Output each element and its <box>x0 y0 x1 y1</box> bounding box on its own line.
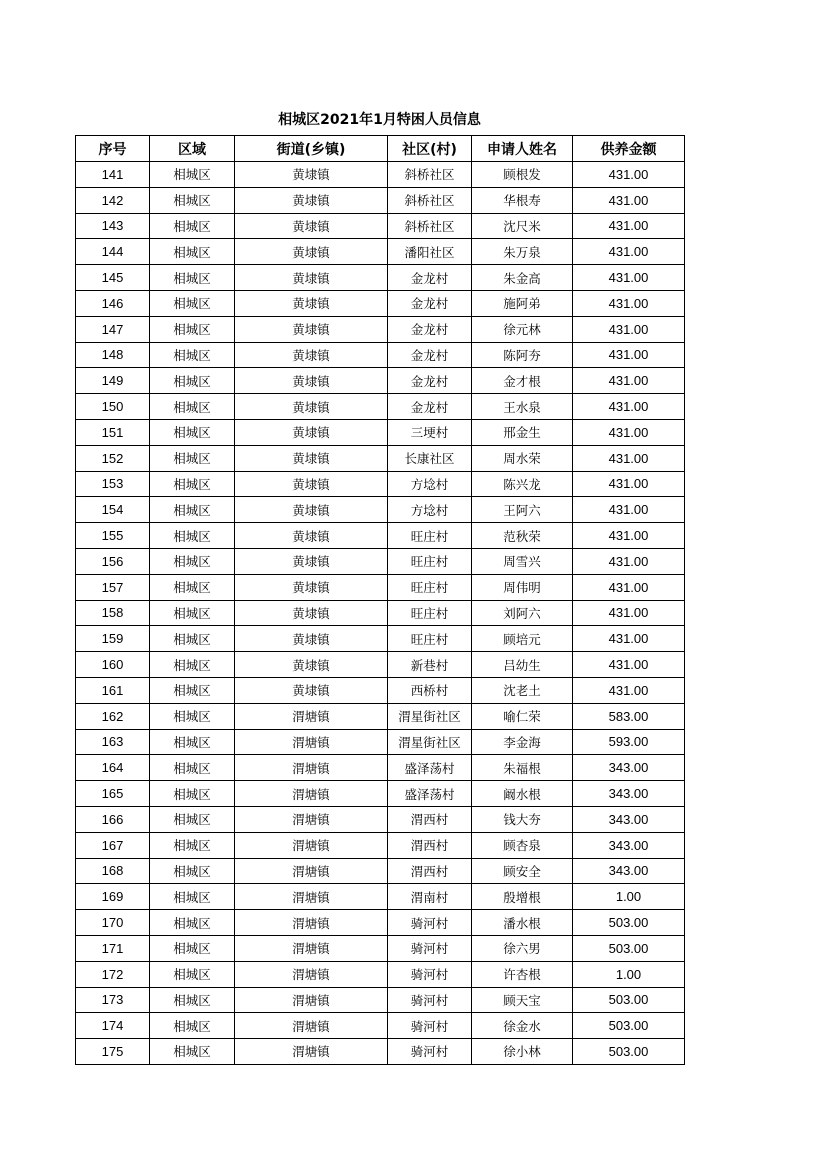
cell-applicant-name: 李金海 <box>472 729 573 755</box>
cell-street: 渭塘镇 <box>235 910 388 936</box>
cell-applicant-name: 范秋荣 <box>472 523 573 549</box>
cell-community: 斜桥社区 <box>388 187 472 213</box>
cell-support-amount: 431.00 <box>573 548 685 574</box>
cell-community: 斜桥社区 <box>388 213 472 239</box>
cell-street: 黄埭镇 <box>235 290 388 316</box>
cell-support-amount: 431.00 <box>573 213 685 239</box>
table-row <box>76 548 685 574</box>
cell-index: 171 <box>76 935 150 961</box>
cell-index: 149 <box>76 368 150 394</box>
cell-applicant-name: 金才根 <box>472 368 573 394</box>
cell-applicant-name: 沈老土 <box>472 677 573 703</box>
table-row <box>76 368 685 394</box>
cell-district: 相城区 <box>150 781 235 807</box>
cell-index: 170 <box>76 910 150 936</box>
cell-applicant-name: 顾根发 <box>472 162 573 188</box>
cell-index: 162 <box>76 703 150 729</box>
cell-index: 150 <box>76 394 150 420</box>
cell-applicant-name: 徐元林 <box>472 316 573 342</box>
cell-district: 相城区 <box>150 987 235 1013</box>
table-row <box>76 832 685 858</box>
page-title: 相城区2021年1月特困人员信息 <box>278 112 481 128</box>
cell-community: 金龙村 <box>388 265 472 291</box>
cell-support-amount: 343.00 <box>573 832 685 858</box>
cell-support-amount: 431.00 <box>573 419 685 445</box>
cell-street: 黄埭镇 <box>235 652 388 678</box>
cell-district: 相城区 <box>150 935 235 961</box>
table-row <box>76 626 685 652</box>
cell-applicant-name: 顾杏泉 <box>472 832 573 858</box>
cell-support-amount: 503.00 <box>573 987 685 1013</box>
cell-support-amount: 503.00 <box>573 1013 685 1039</box>
cell-applicant-name: 施阿弟 <box>472 290 573 316</box>
cell-street: 黄埭镇 <box>235 600 388 626</box>
table-row <box>76 316 685 342</box>
cell-applicant-name: 顾天宝 <box>472 987 573 1013</box>
cell-index: 166 <box>76 806 150 832</box>
cell-community: 旺庄村 <box>388 626 472 652</box>
cell-index: 142 <box>76 187 150 213</box>
cell-community: 旺庄村 <box>388 523 472 549</box>
cell-street: 黄埭镇 <box>235 626 388 652</box>
header-community: 社区(村) <box>388 136 472 162</box>
cell-index: 141 <box>76 162 150 188</box>
cell-street: 渭塘镇 <box>235 729 388 755</box>
table-row <box>76 187 685 213</box>
cell-index: 172 <box>76 961 150 987</box>
cell-street: 渭塘镇 <box>235 935 388 961</box>
table-body <box>76 162 685 1065</box>
cell-support-amount: 1.00 <box>573 884 685 910</box>
cell-community: 骑河村 <box>388 1013 472 1039</box>
cell-community: 金龙村 <box>388 342 472 368</box>
cell-applicant-name: 钱大夯 <box>472 806 573 832</box>
cell-street: 黄埭镇 <box>235 548 388 574</box>
cell-community: 方埝村 <box>388 497 472 523</box>
table-row <box>76 239 685 265</box>
cell-district: 相城区 <box>150 187 235 213</box>
cell-district: 相城区 <box>150 806 235 832</box>
cell-street: 黄埭镇 <box>235 239 388 265</box>
cell-support-amount: 503.00 <box>573 1039 685 1065</box>
cell-support-amount: 431.00 <box>573 265 685 291</box>
table-row <box>76 884 685 910</box>
cell-district: 相城区 <box>150 961 235 987</box>
cell-district: 相城区 <box>150 548 235 574</box>
cell-street: 渭塘镇 <box>235 703 388 729</box>
cell-community: 斜桥社区 <box>388 162 472 188</box>
cell-street: 渭塘镇 <box>235 961 388 987</box>
cell-district: 相城区 <box>150 316 235 342</box>
cell-community: 渭星街社区 <box>388 703 472 729</box>
cell-street: 黄埭镇 <box>235 162 388 188</box>
cell-support-amount: 431.00 <box>573 239 685 265</box>
cell-applicant-name: 周雪兴 <box>472 548 573 574</box>
cell-street: 黄埭镇 <box>235 419 388 445</box>
cell-district: 相城区 <box>150 239 235 265</box>
cell-index: 164 <box>76 755 150 781</box>
cell-index: 155 <box>76 523 150 549</box>
header-support-amount: 供养金额 <box>573 136 685 162</box>
cell-street: 黄埭镇 <box>235 368 388 394</box>
header-applicant-name: 申请人姓名 <box>472 136 573 162</box>
cell-district: 相城区 <box>150 884 235 910</box>
cell-street: 黄埭镇 <box>235 445 388 471</box>
cell-support-amount: 431.00 <box>573 394 685 420</box>
cell-index: 167 <box>76 832 150 858</box>
cell-street: 渭塘镇 <box>235 858 388 884</box>
table-row <box>76 910 685 936</box>
cell-support-amount: 343.00 <box>573 858 685 884</box>
cell-index: 147 <box>76 316 150 342</box>
cell-community: 盛泽荡村 <box>388 781 472 807</box>
cell-applicant-name: 朱金高 <box>472 265 573 291</box>
cell-index: 152 <box>76 445 150 471</box>
cell-support-amount: 503.00 <box>573 935 685 961</box>
table-row <box>76 342 685 368</box>
cell-support-amount: 431.00 <box>573 574 685 600</box>
cell-index: 148 <box>76 342 150 368</box>
cell-community: 旺庄村 <box>388 548 472 574</box>
cell-applicant-name: 王阿六 <box>472 497 573 523</box>
table-row <box>76 523 685 549</box>
cell-community: 旺庄村 <box>388 600 472 626</box>
cell-support-amount: 503.00 <box>573 910 685 936</box>
table-row <box>76 162 685 188</box>
cell-street: 黄埭镇 <box>235 677 388 703</box>
cell-community: 盛泽荡村 <box>388 755 472 781</box>
cell-index: 145 <box>76 265 150 291</box>
cell-district: 相城区 <box>150 600 235 626</box>
cell-district: 相城区 <box>150 1013 235 1039</box>
cell-street: 渭塘镇 <box>235 832 388 858</box>
cell-district: 相城区 <box>150 910 235 936</box>
cell-applicant-name: 朱万泉 <box>472 239 573 265</box>
cell-support-amount: 343.00 <box>573 781 685 807</box>
cell-index: 174 <box>76 1013 150 1039</box>
cell-district: 相城区 <box>150 342 235 368</box>
cell-index: 153 <box>76 471 150 497</box>
table-row <box>76 703 685 729</box>
cell-community: 渭星街社区 <box>388 729 472 755</box>
cell-district: 相城区 <box>150 832 235 858</box>
cell-community: 新巷村 <box>388 652 472 678</box>
table-row <box>76 858 685 884</box>
cell-index: 169 <box>76 884 150 910</box>
cell-district: 相城区 <box>150 368 235 394</box>
cell-community: 渭南村 <box>388 884 472 910</box>
cell-support-amount: 431.00 <box>573 677 685 703</box>
cell-street: 渭塘镇 <box>235 755 388 781</box>
cell-district: 相城区 <box>150 677 235 703</box>
cell-index: 158 <box>76 600 150 626</box>
cell-applicant-name: 徐小林 <box>472 1039 573 1065</box>
cell-index: 159 <box>76 626 150 652</box>
cell-applicant-name: 邢金生 <box>472 419 573 445</box>
cell-street: 渭塘镇 <box>235 806 388 832</box>
table-row <box>76 1039 685 1065</box>
cell-community: 金龙村 <box>388 394 472 420</box>
cell-community: 渭西村 <box>388 832 472 858</box>
cell-support-amount: 431.00 <box>573 497 685 523</box>
cell-district: 相城区 <box>150 858 235 884</box>
cell-applicant-name: 陈阿夯 <box>472 342 573 368</box>
cell-district: 相城区 <box>150 626 235 652</box>
cell-community: 潘阳社区 <box>388 239 472 265</box>
cell-index: 165 <box>76 781 150 807</box>
table-row <box>76 755 685 781</box>
table-row <box>76 1013 685 1039</box>
table-row <box>76 213 685 239</box>
cell-district: 相城区 <box>150 394 235 420</box>
cell-support-amount: 431.00 <box>573 368 685 394</box>
cell-index: 144 <box>76 239 150 265</box>
header-street: 街道(乡镇) <box>235 136 388 162</box>
cell-applicant-name: 徐六男 <box>472 935 573 961</box>
cell-street: 黄埭镇 <box>235 471 388 497</box>
cell-support-amount: 431.00 <box>573 445 685 471</box>
cell-district: 相城区 <box>150 574 235 600</box>
table-row <box>76 987 685 1013</box>
cell-district: 相城区 <box>150 265 235 291</box>
cell-street: 渭塘镇 <box>235 987 388 1013</box>
cell-index: 161 <box>76 677 150 703</box>
cell-support-amount: 431.00 <box>573 342 685 368</box>
cell-district: 相城区 <box>150 445 235 471</box>
cell-applicant-name: 陈兴龙 <box>472 471 573 497</box>
cell-applicant-name: 吕幼生 <box>472 652 573 678</box>
cell-district: 相城区 <box>150 523 235 549</box>
cell-applicant-name: 殷增根 <box>472 884 573 910</box>
cell-street: 黄埭镇 <box>235 265 388 291</box>
cell-applicant-name: 顾安全 <box>472 858 573 884</box>
cell-support-amount: 583.00 <box>573 703 685 729</box>
table-row <box>76 600 685 626</box>
cell-support-amount: 431.00 <box>573 600 685 626</box>
cell-applicant-name: 周水荣 <box>472 445 573 471</box>
table-row <box>76 652 685 678</box>
table-row <box>76 290 685 316</box>
cell-index: 146 <box>76 290 150 316</box>
cell-community: 方埝村 <box>388 471 472 497</box>
cell-district: 相城区 <box>150 213 235 239</box>
header-district: 区域 <box>150 136 235 162</box>
cell-community: 骑河村 <box>388 987 472 1013</box>
cell-community: 金龙村 <box>388 316 472 342</box>
cell-index: 151 <box>76 419 150 445</box>
cell-index: 160 <box>76 652 150 678</box>
cell-district: 相城区 <box>150 1039 235 1065</box>
cell-index: 157 <box>76 574 150 600</box>
cell-index: 143 <box>76 213 150 239</box>
cell-index: 154 <box>76 497 150 523</box>
cell-street: 黄埭镇 <box>235 187 388 213</box>
cell-support-amount: 431.00 <box>573 523 685 549</box>
cell-applicant-name: 潘水根 <box>472 910 573 936</box>
cell-index: 163 <box>76 729 150 755</box>
cell-support-amount: 431.00 <box>573 162 685 188</box>
cell-community: 旺庄村 <box>388 574 472 600</box>
cell-street: 渭塘镇 <box>235 1013 388 1039</box>
table-header-row <box>76 136 685 162</box>
cell-district: 相城区 <box>150 471 235 497</box>
table-row <box>76 574 685 600</box>
cell-street: 黄埭镇 <box>235 342 388 368</box>
cell-district: 相城区 <box>150 497 235 523</box>
cell-support-amount: 431.00 <box>573 316 685 342</box>
cell-community: 金龙村 <box>388 368 472 394</box>
cell-support-amount: 1.00 <box>573 961 685 987</box>
table-row <box>76 806 685 832</box>
cell-community: 三埂村 <box>388 419 472 445</box>
cell-street: 黄埭镇 <box>235 497 388 523</box>
table-row <box>76 961 685 987</box>
table-row <box>76 497 685 523</box>
cell-community: 渭西村 <box>388 858 472 884</box>
personnel-table <box>75 135 685 1065</box>
cell-support-amount: 431.00 <box>573 652 685 678</box>
cell-index: 156 <box>76 548 150 574</box>
cell-street: 黄埭镇 <box>235 523 388 549</box>
cell-district: 相城区 <box>150 703 235 729</box>
cell-district: 相城区 <box>150 755 235 781</box>
cell-applicant-name: 周伟明 <box>472 574 573 600</box>
cell-community: 骑河村 <box>388 910 472 936</box>
cell-community: 骑河村 <box>388 1039 472 1065</box>
cell-street: 渭塘镇 <box>235 1039 388 1065</box>
cell-applicant-name: 喻仁荣 <box>472 703 573 729</box>
cell-community: 金龙村 <box>388 290 472 316</box>
cell-applicant-name: 沈尺米 <box>472 213 573 239</box>
table-row <box>76 935 685 961</box>
cell-index: 168 <box>76 858 150 884</box>
cell-applicant-name: 王水泉 <box>472 394 573 420</box>
cell-street: 渭塘镇 <box>235 884 388 910</box>
cell-applicant-name: 徐金水 <box>472 1013 573 1039</box>
table-row <box>76 445 685 471</box>
cell-district: 相城区 <box>150 419 235 445</box>
table-row <box>76 265 685 291</box>
cell-support-amount: 431.00 <box>573 471 685 497</box>
cell-district: 相城区 <box>150 652 235 678</box>
cell-community: 渭西村 <box>388 806 472 832</box>
cell-community: 骑河村 <box>388 961 472 987</box>
cell-community: 长康社区 <box>388 445 472 471</box>
cell-community: 骑河村 <box>388 935 472 961</box>
cell-street: 黄埭镇 <box>235 574 388 600</box>
cell-street: 渭塘镇 <box>235 781 388 807</box>
cell-support-amount: 431.00 <box>573 290 685 316</box>
table-row <box>76 394 685 420</box>
cell-support-amount: 593.00 <box>573 729 685 755</box>
table-row <box>76 471 685 497</box>
cell-applicant-name: 顾培元 <box>472 626 573 652</box>
cell-applicant-name: 朱福根 <box>472 755 573 781</box>
cell-applicant-name: 阚水根 <box>472 781 573 807</box>
cell-district: 相城区 <box>150 729 235 755</box>
table-row <box>76 677 685 703</box>
table-row <box>76 729 685 755</box>
cell-district: 相城区 <box>150 290 235 316</box>
cell-support-amount: 431.00 <box>573 187 685 213</box>
cell-applicant-name: 许杏根 <box>472 961 573 987</box>
cell-index: 175 <box>76 1039 150 1065</box>
cell-support-amount: 343.00 <box>573 755 685 781</box>
cell-community: 西桥村 <box>388 677 472 703</box>
cell-index: 173 <box>76 987 150 1013</box>
cell-district: 相城区 <box>150 162 235 188</box>
cell-street: 黄埭镇 <box>235 316 388 342</box>
cell-street: 黄埭镇 <box>235 394 388 420</box>
cell-support-amount: 431.00 <box>573 626 685 652</box>
header-index: 序号 <box>76 136 150 162</box>
table-row <box>76 419 685 445</box>
table-row <box>76 781 685 807</box>
cell-support-amount: 343.00 <box>573 806 685 832</box>
cell-applicant-name: 刘阿六 <box>472 600 573 626</box>
cell-applicant-name: 华根寿 <box>472 187 573 213</box>
cell-street: 黄埭镇 <box>235 213 388 239</box>
